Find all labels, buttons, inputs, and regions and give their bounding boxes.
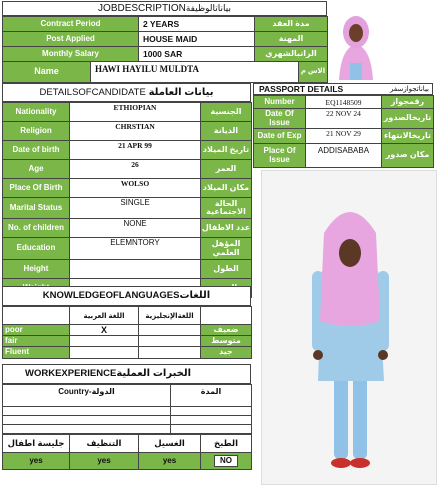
row-label-ar: مكان صدور xyxy=(382,144,434,168)
row-value: 2 YEARS xyxy=(139,17,255,32)
row-label-ar: رقمجواز xyxy=(382,96,434,109)
name-row xyxy=(3,62,328,83)
candidate-table xyxy=(2,102,252,298)
row-value: ELEMNTORY xyxy=(70,238,201,260)
candidate-section xyxy=(2,83,251,286)
monthly-salary-row xyxy=(3,47,328,62)
row-label-ar: تاريخالصدور xyxy=(382,109,434,129)
row-label-ar: الجنسية xyxy=(201,103,252,122)
row-label: Age xyxy=(3,160,70,179)
children-row xyxy=(3,219,252,238)
job-description-header xyxy=(2,1,327,16)
portrait-illustration xyxy=(331,8,381,80)
row-label: Number xyxy=(254,96,306,109)
row-label-ar: المهنة xyxy=(255,32,328,47)
row-label: Monthly Salary xyxy=(3,47,139,62)
age-row xyxy=(3,160,252,179)
skills-value-row xyxy=(3,453,252,470)
row-label-ar: الديانة xyxy=(201,122,252,141)
passport-title-ar: بياناتجوازسفر xyxy=(390,86,429,93)
passport-header xyxy=(253,83,433,95)
religion-row xyxy=(3,122,252,141)
duration-cell xyxy=(171,425,252,434)
name-table xyxy=(2,61,328,83)
experience-header-row xyxy=(3,385,252,407)
height-row xyxy=(3,260,252,279)
languages-header xyxy=(2,286,251,306)
passport-number: EQ1148509 xyxy=(306,96,382,109)
empty-cell xyxy=(3,307,70,325)
row-value: HOUSE MAID xyxy=(139,32,255,47)
cooking-header: الطبخ xyxy=(201,435,252,453)
issue-place-row xyxy=(254,144,434,168)
cleaning-value: yes xyxy=(70,453,139,470)
row-label-ar: ضعيف xyxy=(201,325,252,336)
row-label-ar: عدد الاطفال xyxy=(201,219,252,238)
row-label: Height xyxy=(3,260,70,279)
row-label-ar: تاريخ الميلاد xyxy=(201,141,252,160)
english-fluent-mark xyxy=(139,347,201,359)
skills-table xyxy=(2,434,252,470)
issue-date: 22 NOV 24 xyxy=(306,109,382,129)
arabic-poor-mark: X xyxy=(70,325,139,336)
issue-date-row xyxy=(254,109,434,129)
passport-section xyxy=(253,83,433,169)
experience-row xyxy=(3,407,252,416)
row-label-ar: تاريخالانتهاء xyxy=(382,129,434,144)
english-fair-mark xyxy=(139,336,201,347)
job-description-title: JOBDESCRIPTION xyxy=(98,3,186,14)
passport-number-row xyxy=(254,96,434,109)
row-value: WOLSO xyxy=(70,179,201,198)
nationality-row xyxy=(3,103,252,122)
arabic-column-header: اللغة العربية xyxy=(70,307,139,325)
education-row xyxy=(3,238,252,260)
marital-status-row xyxy=(3,198,252,219)
full-length-illustration xyxy=(262,171,438,486)
row-value: CHRSTIAN xyxy=(70,122,201,141)
row-label-ar: متوسط xyxy=(201,336,252,347)
languages-section xyxy=(2,286,251,362)
cooking-value: NO xyxy=(214,455,238,467)
language-fair-row xyxy=(3,336,252,347)
row-label: Contract Period xyxy=(3,17,139,32)
language-fluent-row xyxy=(3,347,252,359)
job-description-section xyxy=(2,1,327,83)
country-column-header: الدولة-Country xyxy=(3,385,171,407)
row-label-ar: مدة العقد xyxy=(255,17,328,32)
languages-title: KNOWLEDGEOFLANGUAGES xyxy=(42,290,180,301)
duration-cell xyxy=(171,407,252,416)
childcare-header: جليسة اطفال xyxy=(3,435,70,453)
cooking-value-cell xyxy=(201,453,252,470)
country-cell xyxy=(3,407,171,416)
expiry-date-row xyxy=(254,129,434,144)
candidate-title: DETAILSOFCANDIDATE xyxy=(39,87,146,98)
expiry-date: 21 NOV 29 xyxy=(306,129,382,144)
cleaning-header: التنظيف xyxy=(70,435,139,453)
row-label: Date of birth xyxy=(3,141,70,160)
row-label: poor xyxy=(3,325,70,336)
country-cell xyxy=(3,416,171,425)
place-of-birth-row xyxy=(3,179,252,198)
name-label-ar: الاس م xyxy=(299,62,328,83)
languages-table xyxy=(2,306,252,359)
passport-table xyxy=(253,95,434,168)
job-description-table xyxy=(2,16,328,62)
issue-place: ADDISABABA xyxy=(306,144,382,168)
experience-section xyxy=(2,364,251,434)
row-label: Date of Exp xyxy=(254,129,306,144)
row-label: No. of children xyxy=(3,219,70,238)
row-label-ar: جيد xyxy=(201,347,252,359)
row-label: fair xyxy=(3,336,70,347)
english-column-header: اللغةالإنجليزية xyxy=(139,307,201,325)
candidate-title-ar: بيانات العاملة xyxy=(148,87,214,98)
row-value xyxy=(70,260,201,279)
languages-header-row xyxy=(3,307,252,325)
experience-title: WORKEXPERIENCE xyxy=(25,368,117,379)
languages-title-ar: اللغات xyxy=(179,290,211,301)
row-label-ar: الطول xyxy=(201,260,252,279)
skills-header-row xyxy=(3,435,252,453)
row-label-ar: المؤهل العلمي xyxy=(201,238,252,260)
candidate-name: HAWI HAYILU MULDTA xyxy=(91,62,299,83)
country-cell xyxy=(3,425,171,434)
experience-row xyxy=(3,416,252,425)
row-label-ar: مكان الميلاد xyxy=(201,179,252,198)
english-poor-mark xyxy=(139,325,201,336)
row-value: NONE xyxy=(70,219,201,238)
row-label-ar: العمر xyxy=(201,160,252,179)
contract-period-row xyxy=(3,17,328,32)
row-value: 21 APR 99 xyxy=(70,141,201,160)
language-poor-row xyxy=(3,325,252,336)
row-label: Place Of Issue xyxy=(254,144,306,168)
arabic-fluent-mark xyxy=(70,347,139,359)
washing-header: الغسيل xyxy=(139,435,201,453)
candidate-header xyxy=(2,83,251,102)
row-label: Post Applied xyxy=(3,32,139,47)
row-label-ar: الراتبالشهري xyxy=(255,47,328,62)
portrait-photo xyxy=(331,8,381,80)
row-label: Religion xyxy=(3,122,70,141)
empty-cell xyxy=(201,307,252,325)
experience-table xyxy=(2,384,252,434)
childcare-value: yes xyxy=(3,453,70,470)
row-value: 26 xyxy=(70,160,201,179)
row-value: ETHIOPIAN xyxy=(70,103,201,122)
row-label: Date Of Issue xyxy=(254,109,306,129)
experience-row xyxy=(3,425,252,434)
row-value: 1000 SAR xyxy=(139,47,255,62)
experience-header xyxy=(2,364,251,384)
duration-column-header: المدة xyxy=(171,385,252,407)
row-label-ar: الحالة الاجتماعية xyxy=(201,198,252,219)
washing-value: yes xyxy=(139,453,201,470)
experience-title-ar: الخبرات العملية xyxy=(116,368,192,379)
row-label: Fluent xyxy=(3,347,70,359)
row-label: Education xyxy=(3,238,70,260)
date-of-birth-row xyxy=(3,141,252,160)
passport-title: PASSPORT DETAILS xyxy=(259,84,344,94)
job-description-title-ar: بياناتالوظيفة xyxy=(185,3,231,13)
post-applied-row xyxy=(3,32,328,47)
row-value: SINGLE xyxy=(70,198,201,219)
arabic-fair-mark xyxy=(70,336,139,347)
name-label: Name xyxy=(3,62,91,83)
row-label: Marital Status xyxy=(3,198,70,219)
duration-cell xyxy=(171,416,252,425)
row-label: Place Of Birth xyxy=(3,179,70,198)
full-length-photo xyxy=(261,170,437,485)
row-label: Nationality xyxy=(3,103,70,122)
